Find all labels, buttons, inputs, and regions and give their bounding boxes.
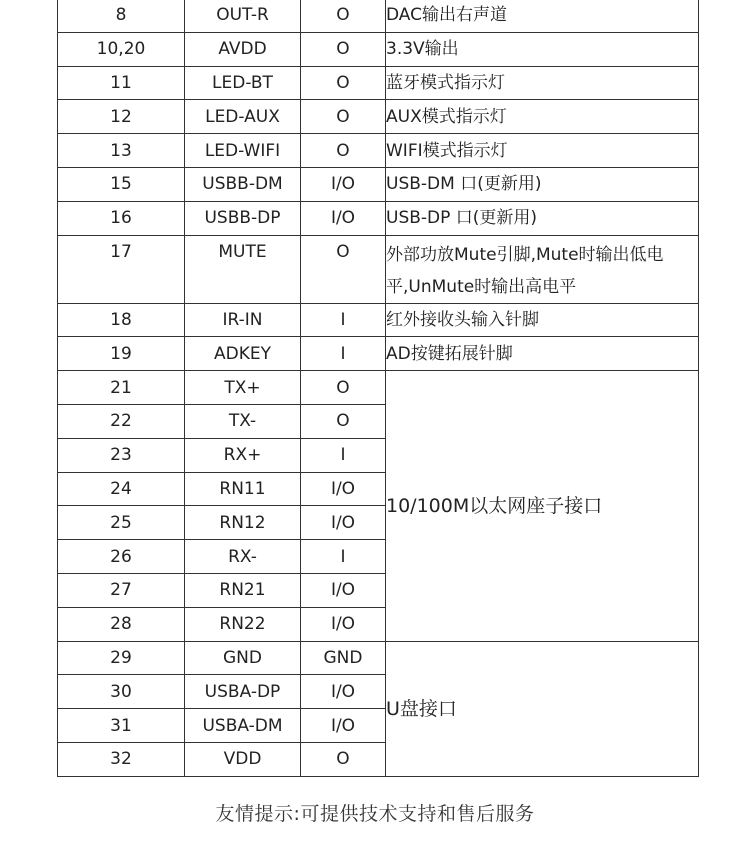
pin-name: USBA-DM [185,709,301,743]
pin-number: 16 [58,201,185,235]
pin-io: I [301,540,386,574]
pin-number: 21 [58,371,185,405]
pin-io: GND [301,641,386,675]
pin-name: USBB-DP [185,201,301,235]
pin-number: 32 [58,742,185,776]
pin-io: O [301,100,386,134]
pin-number: 29 [58,641,185,675]
pin-description: WIFI模式指示灯 [386,134,699,168]
footer-note: 友情提示:可提供技术支持和售后服务 [215,803,535,825]
table-row [58,371,699,405]
pin-description: 3.3V输出 [386,32,699,66]
pin-number: 24 [58,472,185,506]
table-row [58,337,699,371]
pin-description: AD按键拓展针脚 [386,337,699,371]
pin-number: 8 [58,0,185,32]
pin-io: O [301,404,386,438]
pin-number: 31 [58,709,185,743]
pin-io: I/O [301,573,386,607]
pin-io: O [301,0,386,32]
pin-name: TX- [185,404,301,438]
pin-number: 25 [58,506,185,540]
pin-name: RN21 [185,573,301,607]
pin-io: O [301,235,386,303]
pin-number: 22 [58,404,185,438]
pin-io: I/O [301,472,386,506]
pin-table [57,0,699,777]
pin-io: I [301,303,386,337]
pin-name: AVDD [185,32,301,66]
pin-name: ADKEY [185,337,301,371]
pin-number: 17 [58,235,185,303]
table-row [58,134,699,168]
pin-description: 红外接收头输入针脚 [386,303,699,337]
table-row [58,167,699,201]
pin-io: O [301,134,386,168]
pin-number: 23 [58,438,185,472]
pin-description: DAC输出右声道 [386,0,699,32]
table-row [58,100,699,134]
pin-number: 28 [58,607,185,641]
pin-name: OUT-R [185,0,301,32]
pin-description: USB-DP 口(更新用) [386,201,699,235]
pin-name: VDD [185,742,301,776]
table-row [58,0,699,32]
pin-io: I [301,337,386,371]
pin-number: 30 [58,675,185,709]
pin-number: 11 [58,66,185,100]
pin-name: GND [185,641,301,675]
pin-description: 外部功放Mute引脚,Mute时输出低电平,UnMute时输出高电平 [386,235,699,303]
pin-name: TX+ [185,371,301,405]
pin-description: USB-DM 口(更新用) [386,167,699,201]
pin-name: IR-IN [185,303,301,337]
pin-io: O [301,742,386,776]
pin-name: RN22 [185,607,301,641]
pin-name: USBB-DM [185,167,301,201]
usb-group-description: U盘接口 [386,641,699,776]
pin-io: I/O [301,201,386,235]
pin-number: 19 [58,337,185,371]
pin-io: I [301,438,386,472]
pin-io: I/O [301,506,386,540]
pin-name: MUTE [185,235,301,303]
pin-name: LED-WIFI [185,134,301,168]
pin-name: RN12 [185,506,301,540]
pin-io: I/O [301,167,386,201]
pin-name: LED-BT [185,66,301,100]
pin-number: 27 [58,573,185,607]
table-row [58,32,699,66]
pin-number: 26 [58,540,185,574]
table-row [58,201,699,235]
pin-io: I/O [301,607,386,641]
table-row [58,641,699,675]
pin-io: I/O [301,675,386,709]
pin-name: RX- [185,540,301,574]
pin-name: RX+ [185,438,301,472]
pin-io: I/O [301,709,386,743]
pin-description: AUX模式指示灯 [386,100,699,134]
pin-number: 13 [58,134,185,168]
pin-name: USBA-DP [185,675,301,709]
ethernet-group-description: 10/100M以太网座子接口 [386,371,699,641]
pin-number: 15 [58,167,185,201]
pin-name: RN11 [185,472,301,506]
table-row [58,303,699,337]
table-row [58,235,699,303]
pin-number: 10,20 [58,32,185,66]
pin-number: 18 [58,303,185,337]
table-row [58,66,699,100]
pin-number: 12 [58,100,185,134]
pin-io: O [301,32,386,66]
pin-description: 蓝牙模式指示灯 [386,66,699,100]
pin-name: LED-AUX [185,100,301,134]
pin-io: O [301,371,386,405]
pin-io: O [301,66,386,100]
